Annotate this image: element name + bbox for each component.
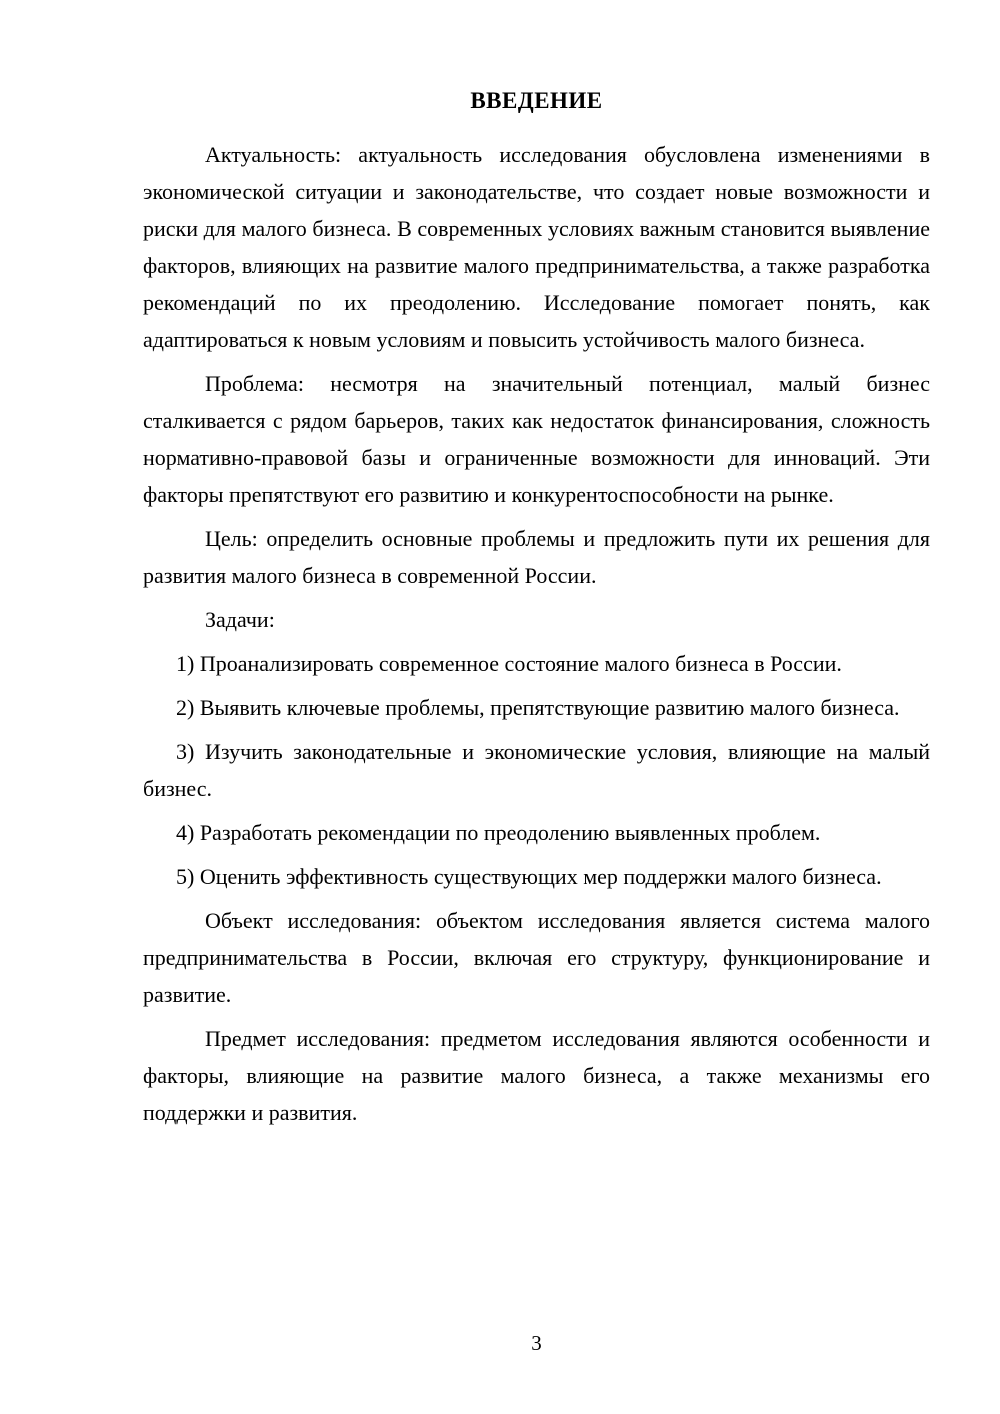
paragraph-object: Объект исследования: объектом исследования является система малого предпринимательства в России, включая его структуру, функционирование и развитие.	[143, 908, 930, 1007]
task-item-2: 2) Выявить ключевые проблемы, препятствующие развитию малого бизнеса.	[176, 695, 900, 720]
tasks-heading: Задачи:	[205, 607, 275, 632]
task-item-3: 3) Изучить законодательные и экономические условия, влияющие на малый бизнес.	[143, 739, 930, 801]
paragraph-problem: Проблема: несмотря на значительный потенциал, малый бизнес сталкивается с рядом барьеров, таких как недостаток финансирования, сложность нормативно-правовой базы и ограниченные возможности для инноваций. Эти факторы препятствуют его развитию и конкурентоспособности на рынке.	[143, 371, 930, 507]
task-item-5: 5) Оценить эффективность существующих мер поддержки малого бизнеса.	[176, 864, 882, 889]
task-item-1: 1) Проанализировать современное состояние малого бизнеса в России.	[176, 651, 842, 676]
paragraph-relevance: Актуальность: актуальность исследования обусловлена изменениями в экономической ситуации и законодательстве, что создает новые возможности и риски для малого бизнеса. В современных условиях важным становится выявление факторов, влияющих на развитие малого предпринимательства, а также разработка рекомендаций по их преодолению. Исследование помогает понять, как адаптироваться к новым условиям и повысить устойчивость малого бизнеса.	[143, 142, 930, 352]
task-item-4: 4) Разработать рекомендации по преодолению выявленных проблем.	[176, 820, 821, 845]
paragraph-subject: Предмет исследования: предметом исследования являются особенности и факторы, влияющие на развитие малого бизнеса, а также механизмы его поддержки и развития.	[143, 1026, 930, 1125]
document-title: ВВЕДЕНИЕ	[470, 88, 603, 113]
page-number: 3	[531, 1331, 542, 1355]
paragraph-goal: Цель: определить основные проблемы и предложить пути их решения для развития малого бизнеса в современной России.	[143, 526, 930, 588]
